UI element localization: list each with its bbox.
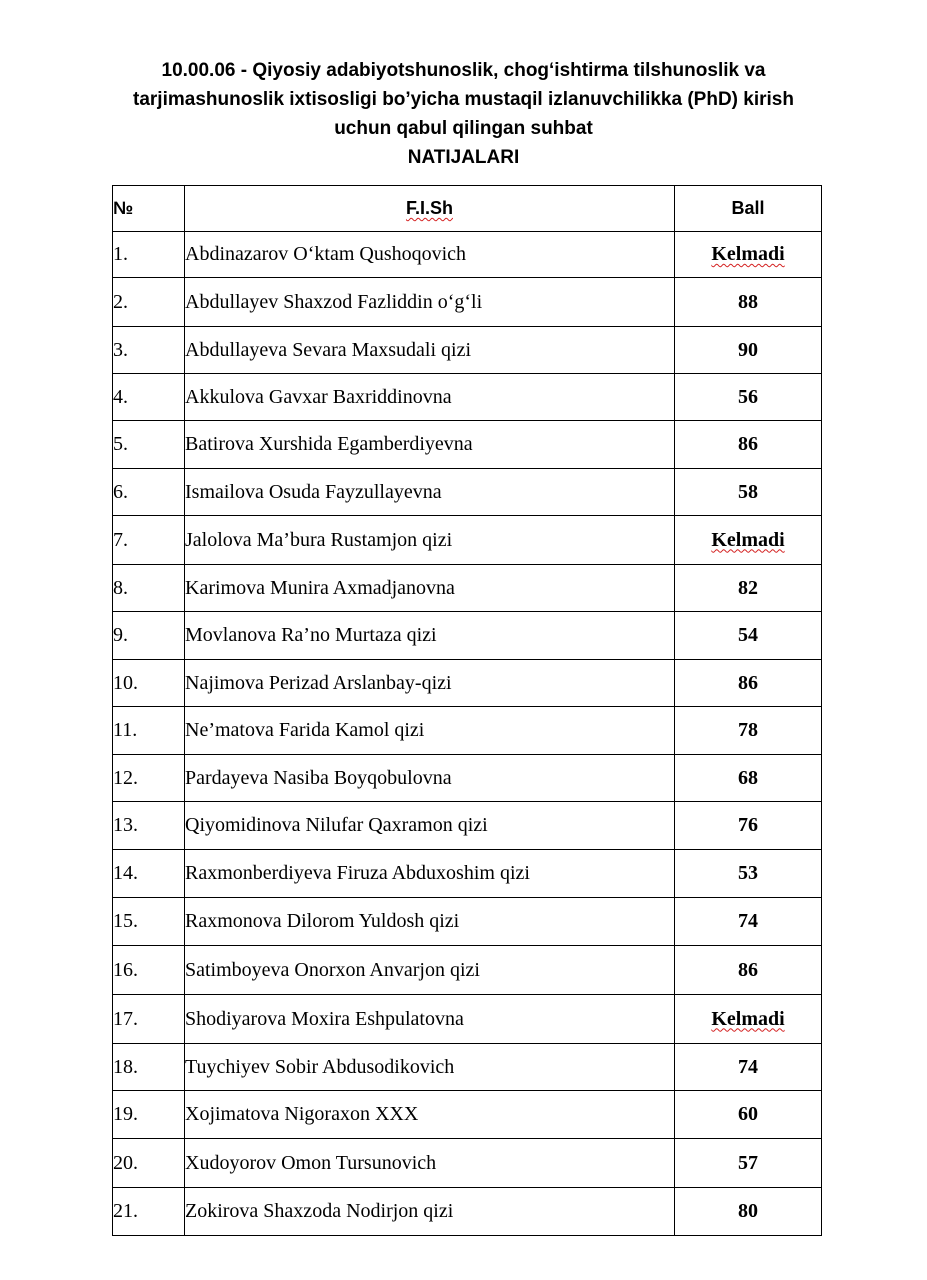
table-row: [113, 660, 822, 707]
column-header-name: [185, 186, 675, 232]
row-number: 8.: [113, 565, 185, 612]
table-row: [113, 802, 822, 850]
applicant-name: Tuychiyev Sobir Abdusodikovich: [185, 1044, 675, 1091]
score-cell: 76: [675, 802, 822, 850]
table-row: [113, 327, 822, 374]
column-header-ball: Ball: [675, 186, 822, 232]
score-cell: [675, 516, 822, 565]
table-row: [113, 1139, 822, 1188]
row-number: 2.: [113, 278, 185, 327]
score-cell: 68: [675, 755, 822, 802]
applicant-name: Shodiyarova Moxira Eshpulatovna: [185, 995, 675, 1044]
table-row: [113, 1188, 822, 1236]
title-line-3: uchun qabul qilingan suhbat: [334, 118, 593, 139]
score-cell: 58: [675, 469, 822, 516]
applicant-name: Zokirova Shaxzoda Nodirjon qizi: [185, 1188, 675, 1236]
table-row: [113, 232, 822, 278]
row-number: 18.: [113, 1044, 185, 1091]
table-row: [113, 565, 822, 612]
applicant-name: Ne’matova Farida Kamol qizi: [185, 707, 675, 755]
applicant-name: Akkulova Gavxar Baxriddinovna: [185, 374, 675, 421]
applicant-name: Pardayeva Nasiba Boyqobulovna: [185, 755, 675, 802]
title-line-1: 10.00.06 - Qiyosiy adabiyotshunoslik, chog‘ishtirma tilshunoslik va: [161, 60, 766, 81]
applicant-name: Karimova Munira Axmadjanovna: [185, 565, 675, 612]
table-row: [113, 898, 822, 946]
column-header-number: №: [113, 186, 185, 232]
score-cell: 80: [675, 1188, 822, 1236]
score-cell: 54: [675, 612, 822, 660]
table-row: [113, 374, 822, 421]
row-number: 17.: [113, 995, 185, 1044]
table-row: [113, 421, 822, 469]
score-cell: 74: [675, 898, 822, 946]
row-number: 16.: [113, 946, 185, 995]
score-cell: 82: [675, 565, 822, 612]
score-cell: 88: [675, 278, 822, 327]
row-number: 9.: [113, 612, 185, 660]
applicant-name: Raxmonova Dilorom Yuldosh qizi: [185, 898, 675, 946]
score-cell: 90: [675, 327, 822, 374]
row-number: 6.: [113, 469, 185, 516]
row-number: 13.: [113, 802, 185, 850]
applicant-name: Movlanova Ra’no Murtaza qizi: [185, 612, 675, 660]
score-cell: 60: [675, 1091, 822, 1139]
table-row: [113, 850, 822, 898]
applicant-name: Abdinazarov O‘ktam Qushoqovich: [185, 232, 675, 278]
row-number: 10.: [113, 660, 185, 707]
table-body: [113, 232, 822, 1236]
applicant-name: Xojimatova Nigoraxon XXX: [185, 1091, 675, 1139]
row-number: 15.: [113, 898, 185, 946]
applicant-name: Ismailova Osuda Fayzullayevna: [185, 469, 675, 516]
row-number: 7.: [113, 516, 185, 565]
table-row: [113, 1091, 822, 1139]
applicant-name: Najimova Perizad Arslanbay-qizi: [185, 660, 675, 707]
column-header-name-label: F.I.Sh: [405, 198, 453, 218]
absent-label: Kelmadi: [711, 243, 785, 265]
score-cell: 74: [675, 1044, 822, 1091]
applicant-name: Jalolova Ma’bura Rustamjon qizi: [185, 516, 675, 565]
score-cell: 57: [675, 1139, 822, 1188]
table-row: [113, 516, 822, 565]
absent-label: Kelmadi: [711, 1007, 785, 1030]
title-line-2: tarjimashunoslik ixtisosligi bo’yicha mustaqil izlanuvchilikka (PhD) kirish: [133, 89, 794, 110]
row-number: 1.: [113, 232, 185, 278]
applicant-name: Batirova Xurshida Egamberdiyevna: [185, 421, 675, 469]
table-header-row: [113, 186, 822, 232]
title-line-4: NATIJALARI: [407, 147, 520, 168]
table-row: [113, 278, 822, 327]
score-cell: 86: [675, 946, 822, 995]
score-cell: 53: [675, 850, 822, 898]
table-row: [113, 1044, 822, 1091]
score-cell: 86: [675, 660, 822, 707]
table-row: [113, 755, 822, 802]
applicant-name: Qiyomidinova Nilufar Qaxramon qizi: [185, 802, 675, 850]
absent-label: Kelmadi: [711, 528, 785, 551]
applicant-name: Abdullayeva Sevara Maxsudali qizi: [185, 327, 675, 374]
row-number: 20.: [113, 1139, 185, 1188]
applicant-name: Abdullayev Shaxzod Fazliddin o‘g‘li: [185, 278, 675, 327]
score-cell: 86: [675, 421, 822, 469]
score-cell: 78: [675, 707, 822, 755]
row-number: 11.: [113, 707, 185, 755]
row-number: 12.: [113, 755, 185, 802]
score-cell: 56: [675, 374, 822, 421]
row-number: 4.: [113, 374, 185, 421]
row-number: 14.: [113, 850, 185, 898]
applicant-name: Satimboyeva Onorxon Anvarjon qizi: [185, 946, 675, 995]
applicant-name: Raxmonberdiyeva Firuza Abduxoshim qizi: [185, 850, 675, 898]
table-row: [113, 469, 822, 516]
results-table: [112, 185, 822, 1236]
score-cell: [675, 232, 822, 278]
table-row: [113, 946, 822, 995]
row-number: 19.: [113, 1091, 185, 1139]
applicant-name: Xudoyorov Omon Tursunovich: [185, 1139, 675, 1188]
row-number: 5.: [113, 421, 185, 469]
row-number: 3.: [113, 327, 185, 374]
table-row: [113, 995, 822, 1044]
document-title: [0, 56, 927, 172]
table-row: [113, 612, 822, 660]
score-cell: [675, 995, 822, 1044]
table-row: [113, 707, 822, 755]
row-number: 21.: [113, 1188, 185, 1236]
